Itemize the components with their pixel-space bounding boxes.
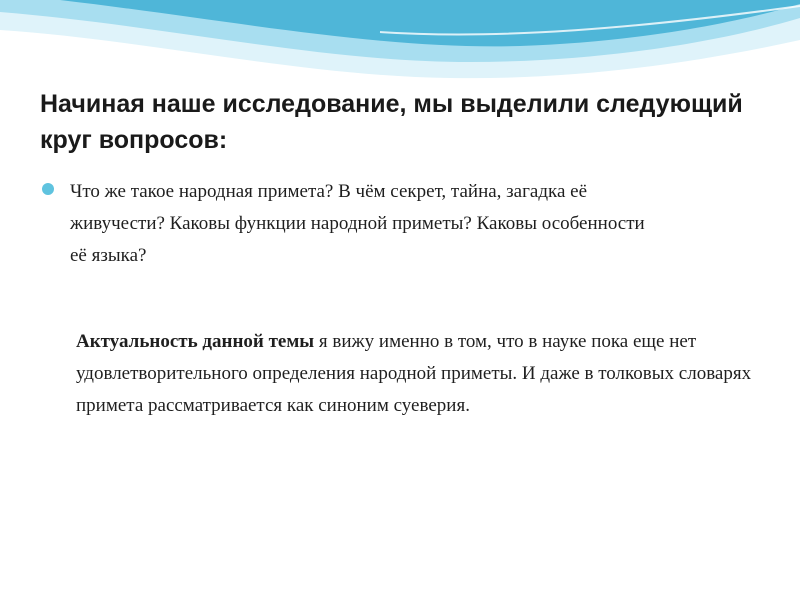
relevance-bold-phrase: Актуальность данной темы — [76, 331, 315, 352]
bullet-item — [42, 176, 662, 272]
slide-title: Начиная наше исследование, мы выделили следующий круг вопросов: — [40, 90, 743, 154]
bullet-text: Что же такое народная примета? В чём секрет, тайна, загадка её живучести? Каковы функции народной приметы? Каковы особенности её языка? — [70, 181, 645, 266]
wave-header-decoration — [0, 0, 800, 90]
relevance-text: я вижу именно в том, что в науке пока еще нет удовлетворительного определения народной приметы. И даже в толковых словарях примета рассматривается как синоним суеверия. — [76, 331, 752, 416]
bullet-dot-icon — [42, 183, 54, 195]
relevance-paragraph — [76, 326, 756, 422]
